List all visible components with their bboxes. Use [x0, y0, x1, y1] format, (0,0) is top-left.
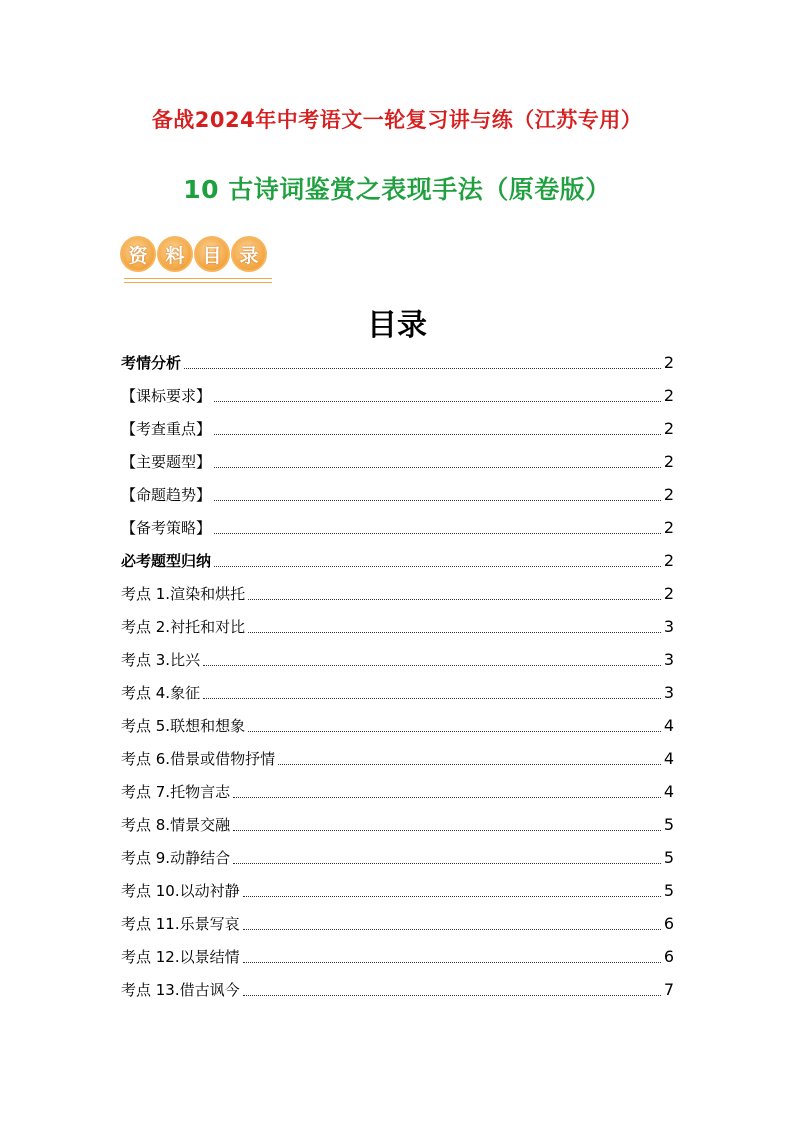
badge-char: 目: [194, 236, 230, 272]
toc-entry-page: 6: [663, 914, 674, 933]
toc-entry-label: 考点 13.借古讽今: [121, 981, 240, 999]
toc-entry-label: 考点 12.以景结情: [121, 948, 240, 966]
badge-underline: [124, 282, 272, 283]
toc-entry-label: 考点 6.借景或借物抒情: [121, 750, 276, 768]
toc-entry-page: 5: [663, 848, 674, 867]
toc-entry[interactable]: [121, 544, 674, 577]
toc-entry-page: 2: [663, 485, 674, 504]
toc-dot-leader: [278, 764, 661, 765]
toc-entry[interactable]: [121, 577, 674, 610]
toc-entry-label: 考点 7.托物言志: [121, 783, 231, 801]
toc-dot-leader: [243, 896, 661, 897]
toc-entry[interactable]: [121, 775, 674, 808]
toc-entry[interactable]: [121, 973, 674, 1006]
toc-dot-leader: [243, 962, 661, 963]
badge-char: 料: [157, 236, 193, 272]
toc-entry-page: 2: [663, 584, 674, 603]
toc-dot-leader: [214, 467, 661, 468]
document-subtitle: 10 古诗词鉴赏之表现手法（原卷版）: [183, 175, 611, 204]
toc-entry-page: 4: [663, 749, 674, 768]
toc-entry-label: 考点 11.乐景写哀: [121, 915, 240, 933]
toc-entry-page: 2: [663, 419, 674, 438]
toc-dot-leader: [214, 533, 661, 534]
toc-entry-label: 【备考策略】: [121, 519, 212, 537]
toc-entry-page: 4: [663, 782, 674, 801]
toc-dot-leader: [203, 665, 661, 666]
toc-entry-page: 3: [663, 617, 674, 636]
toc-dot-leader: [243, 995, 661, 996]
toc-entry[interactable]: [121, 346, 674, 379]
toc-entry-page: 6: [663, 947, 674, 966]
toc-entry-page: 5: [663, 815, 674, 834]
toc-entry[interactable]: [121, 412, 674, 445]
toc-entry-page: 2: [663, 452, 674, 471]
toc-entry[interactable]: [121, 874, 674, 907]
toc-entry-label: 【课标要求】: [121, 387, 212, 405]
toc-entry[interactable]: [121, 610, 674, 643]
toc-entry-page: 3: [663, 683, 674, 702]
toc-entry-label: 考点 1.渲染和烘托: [121, 585, 246, 603]
toc-entry-page: 2: [663, 353, 674, 372]
toc-entry-label: 考情分析: [121, 354, 182, 372]
toc-entry-label: 考点 2.衬托和对比: [121, 618, 246, 636]
toc-entry-page: 2: [663, 518, 674, 537]
toc-dot-leader: [233, 863, 661, 864]
toc-entry-label: 【命题趋势】: [121, 486, 212, 504]
toc-dot-leader: [233, 797, 661, 798]
toc-dot-leader: [214, 566, 661, 567]
toc-entry[interactable]: [121, 445, 674, 478]
toc-entry[interactable]: [121, 907, 674, 940]
toc-entry-label: 考点 4.象征: [121, 684, 201, 702]
badge-char: 录: [231, 236, 267, 272]
toc-entry-label: 【主要题型】: [121, 453, 212, 471]
materials-toc-badge: [120, 236, 276, 290]
toc-entry-label: 考点 10.以动衬静: [121, 882, 240, 900]
toc-entry-label: 必考题型归纳: [121, 552, 212, 570]
toc-entry-page: 4: [663, 716, 674, 735]
toc-dot-leader: [203, 698, 661, 699]
toc-entry-page: 5: [663, 881, 674, 900]
toc-entry[interactable]: [121, 742, 674, 775]
toc-entry[interactable]: [121, 478, 674, 511]
toc-entry[interactable]: [121, 841, 674, 874]
document-title: 备战2024年中考语文一轮复习讲与练（江苏专用）: [151, 108, 643, 132]
badge-underline: [124, 278, 272, 279]
toc-entry-label: 考点 9.动静结合: [121, 849, 231, 867]
toc-dot-leader: [248, 632, 661, 633]
toc-dot-leader: [214, 500, 661, 501]
toc-dot-leader: [233, 830, 661, 831]
toc-entry[interactable]: [121, 379, 674, 412]
toc-entry-page: 7: [663, 980, 674, 999]
toc-dot-leader: [214, 434, 661, 435]
toc-dot-leader: [184, 368, 661, 369]
toc-entry-label: 考点 8.情景交融: [121, 816, 231, 834]
toc-entry-label: 【考查重点】: [121, 420, 212, 438]
table-of-contents: [121, 346, 674, 1006]
toc-dot-leader: [248, 599, 661, 600]
toc-entry[interactable]: [121, 511, 674, 544]
toc-entry[interactable]: [121, 676, 674, 709]
toc-entry[interactable]: [121, 808, 674, 841]
toc-dot-leader: [248, 731, 661, 732]
toc-dot-leader: [243, 929, 661, 930]
toc-dot-leader: [214, 401, 661, 402]
toc-entry[interactable]: [121, 940, 674, 973]
toc-entry[interactable]: [121, 643, 674, 676]
badge-char: 资: [120, 236, 156, 272]
toc-entry-label: 考点 5.联想和想象: [121, 717, 246, 735]
toc-entry-page: 2: [663, 386, 674, 405]
toc-entry-label: 考点 3.比兴: [121, 651, 201, 669]
toc-entry[interactable]: [121, 709, 674, 742]
toc-heading: 目录: [367, 308, 427, 343]
toc-entry-page: 2: [663, 551, 674, 570]
toc-entry-page: 3: [663, 650, 674, 669]
